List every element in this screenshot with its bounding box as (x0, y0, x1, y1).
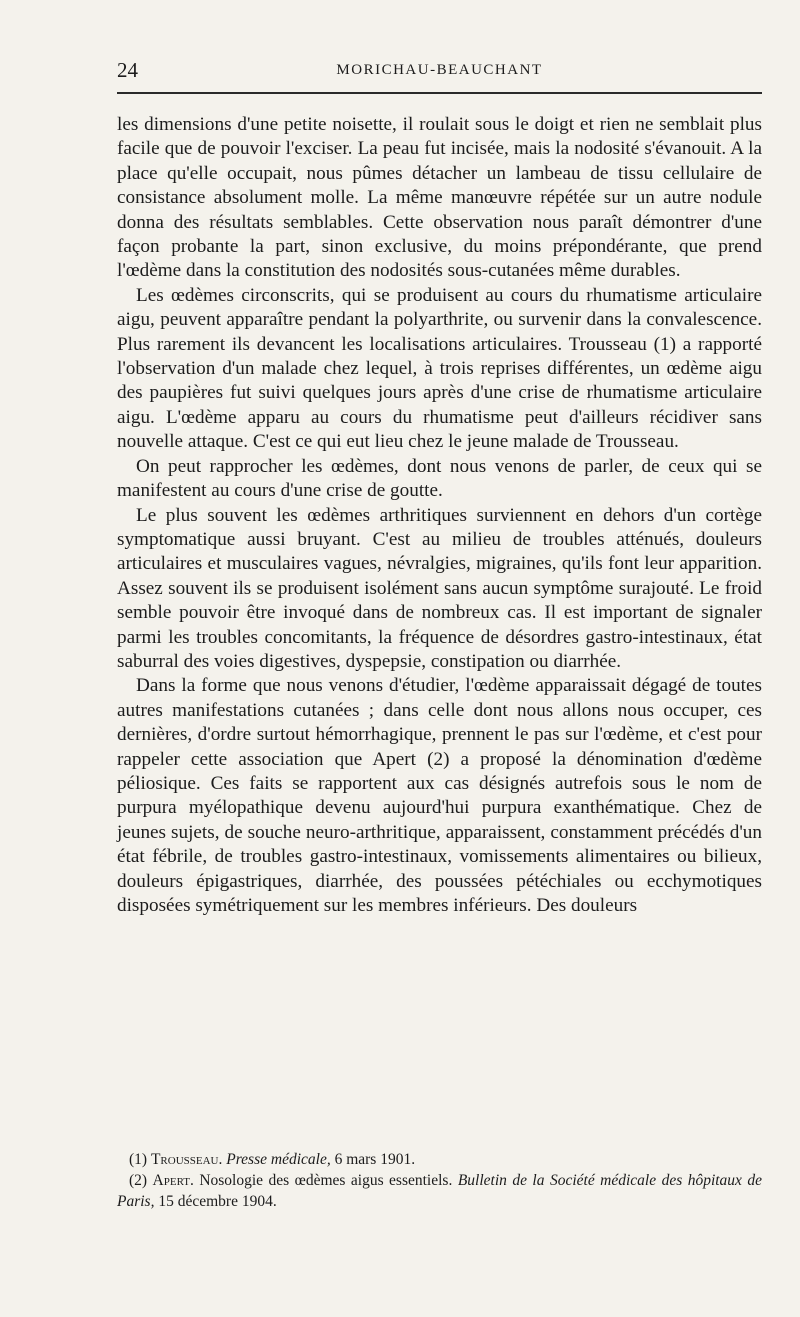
paragraph-2: Les œdèmes circonscrits, qui se produisent au cours du rhumatisme articulaire aigu, peuvent apparaître pendant la polyarthrite, ou survenir dans la convalescence. Plus rarement ils devancent les localisations articulaires. Trousseau (1) a rapporté l'observation d'un malade chez lequel, à trois reprises différentes, un œdème aigu des paupières fut suivi quelques jours après d'une crise de rhumatisme articulaire aigu. L'œdème apparu au cours du rhumatisme peut d'ailleurs récidiver sans nouvelle attaque. C'est ce qui eut lieu chez le jeune malade de Trousseau. (117, 284, 762, 453)
footnotes (117, 1149, 762, 1212)
paragraph-3: On peut rapprocher les œdèmes, dont nous venons de parler, de ceux qui se manifestent au cours d'une crise de goutte. (117, 455, 762, 502)
footnote-2-text: Nosologie des œdèmes aigus essentiels. (199, 1172, 453, 1189)
body-text (117, 113, 762, 918)
page-header (117, 58, 762, 88)
header-rule (117, 92, 762, 94)
footnote-1 (117, 1149, 762, 1170)
paragraph-4: Le plus souvent les œdèmes arthritiques surviennent en dehors d'un cortège symptomatique aussi bruyant. C'est au milieu de troubles atténués, douleurs articulaires et musculaires vagues, névralgies, migraines, qu'ils font leur apparition. Assez souvent ils se produisent isolément sans aucun symptôme surajouté. Le froid semble pouvoir être invoqué dans de nombreux cas. Il est important de signaler parmi les troubles concomitants, la fréquence de désordres gastro-intestinaux, état saburral des voies digestives, dyspepsie, constipation ou diarrhée. (117, 504, 762, 672)
footnote-2-marker: (2) (129, 1172, 148, 1189)
footnote-1-date: 6 mars 1901. (334, 1151, 416, 1168)
footnote-2-journal: Bulletin de la Société médicale des hôpitaux de Paris, (117, 1172, 763, 1210)
running-head: MORICHAU-BEAUCHANT (336, 62, 543, 78)
footnote-2 (117, 1170, 762, 1212)
footnote-1-author: Trousseau. (150, 1151, 223, 1168)
footnote-2-date: 15 décembre 1904. (158, 1193, 277, 1210)
footnote-1-marker: (1) (129, 1151, 148, 1168)
footnote-2-author: Apert. (152, 1172, 194, 1189)
page-number: 24 (117, 58, 138, 82)
footnote-1-title: Presse médicale, (226, 1151, 331, 1168)
paragraph-1: les dimensions d'une petite noisette, il roulait sous le doigt et rien ne semblait plus facile que de pouvoir l'exciser. La peau fut incisée, mais la nodosité s'évanouit. A la place qu'elle occupait, nous pûmes détacher un lambeau de tissu cellulaire de consistance absolument molle. La même manœuvre répétée sur un autre nodule donna des résultats semblables. Cette observation nous paraît démontrer d'une façon probante la part, sinon exclusive, du moins prépondérante, que prend l'œdème dans la constitution des nodosités sous-cutanées même durables. (117, 114, 762, 282)
paragraph-5: Dans la forme que nous venons d'étudier, l'œdème apparaissait dégagé de toutes autres manifestations cutanées ; dans celle dont nous allons nous occuper, ces dernières, d'ordre surtout hémorrhagique, prennent le pas sur l'œdème, et c'est pour rappeler cette association que Apert (2) a proposé la dénomination d'œdème péliosique. Ces faits se rapportent aux cas désignés autrefois sous le nom de purpura myélopathique devenu aujourd'hui purpura exanthématique. Chez de jeunes sujets, de souche neuro-arthritique, apparaissent, constamment précédés d'un état fébrile, de troubles gastro-intestinaux, vomissements alimentaires ou bilieux, douleurs épigastriques, diarrhée, des poussées pétéchiales ou ecchymotiques disposées symétriquement sur les membres inférieurs. Des douleurs (117, 675, 762, 916)
